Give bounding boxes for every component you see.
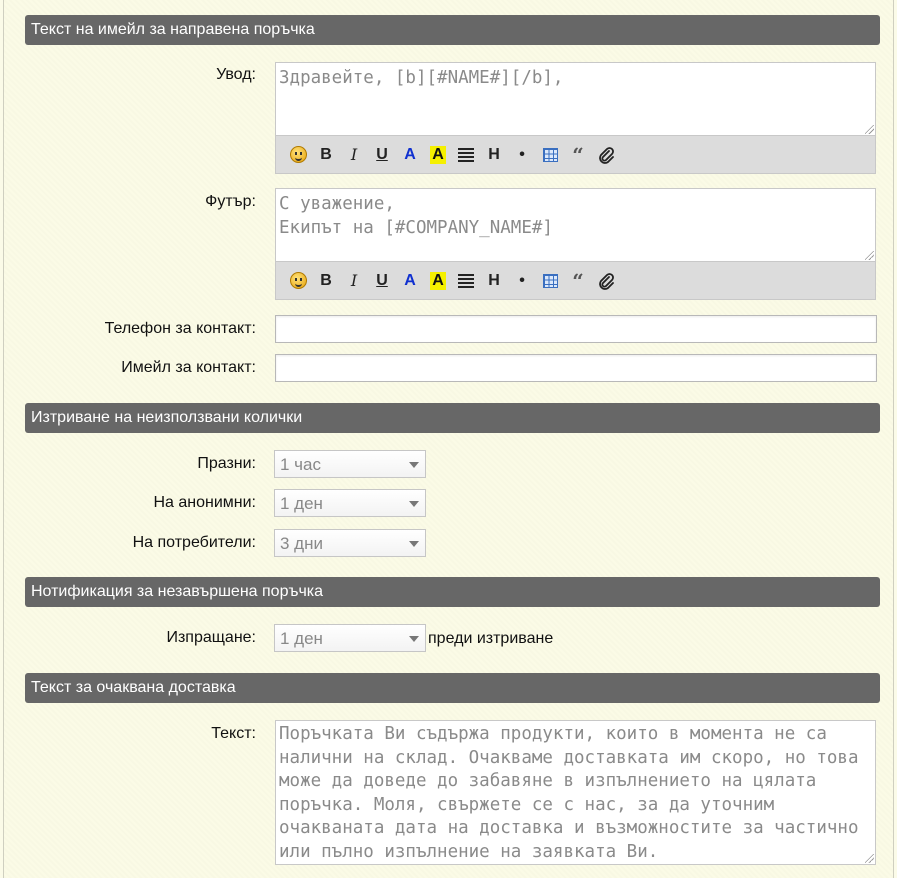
section-header-unfinished-notification: Нотификация за незавършена поръчка	[25, 577, 880, 607]
table-icon[interactable]	[536, 141, 564, 169]
intro-editor	[275, 62, 876, 174]
highlight-button[interactable]: A	[432, 145, 444, 163]
section-header-email-order: Текст на имейл за направена поръчка	[25, 15, 880, 45]
form-panel	[3, 0, 894, 878]
email-label: Имейл за контакт:	[121, 359, 256, 376]
user-carts-label: На потребители:	[132, 534, 256, 551]
send-select[interactable]: 1 ден	[274, 624, 426, 652]
send-suffix-text: преди изтриване	[428, 630, 554, 647]
highlight-button[interactable]: A	[432, 271, 444, 289]
smiley-icon[interactable]	[284, 141, 312, 169]
quote-icon[interactable]: “	[572, 142, 584, 167]
text-color-button[interactable]: A	[404, 271, 416, 289]
table-icon[interactable]	[536, 267, 564, 295]
bold-button[interactable]: B	[320, 271, 332, 289]
align-icon[interactable]	[452, 267, 480, 295]
smiley-icon[interactable]	[284, 267, 312, 295]
chevron-down-icon	[409, 462, 419, 468]
bullet-list-button[interactable]: •	[519, 145, 525, 163]
phone-input[interactable]	[275, 315, 877, 343]
anonymous-carts-label: На анонимни:	[153, 494, 256, 511]
resize-grip-icon[interactable]	[865, 251, 874, 260]
attachment-icon[interactable]	[592, 141, 620, 169]
user-carts-select[interactable]: 3 дни	[274, 529, 426, 557]
intro-label: Увод:	[216, 66, 256, 83]
underline-button[interactable]: U	[376, 271, 388, 289]
delivery-textarea[interactable]: Поръчката Ви съдържа продукти, които в момента не са налични на склад. Очакваме доставката им скоро, но това може да доведе до забавяне в изпълнението на цялата поръчка. Моля, свържете се с нас, за да уточним очакваната дата на доставка и възможностите за частично или пълно изпълнение на заявката Ви.	[275, 720, 876, 865]
phone-label: Телефон за контакт:	[104, 320, 256, 337]
attachment-icon[interactable]	[592, 267, 620, 295]
heading-button[interactable]: H	[488, 145, 500, 163]
anonymous-carts-select[interactable]: 1 ден	[274, 489, 426, 517]
footer-editor	[275, 188, 876, 300]
italic-button[interactable]: I	[350, 271, 358, 290]
heading-button[interactable]: H	[488, 271, 500, 289]
delivery-text-label: Текст:	[211, 725, 256, 742]
footer-toolbar	[276, 261, 875, 299]
intro-toolbar	[276, 135, 875, 173]
empty-carts-select[interactable]: 1 час	[274, 450, 426, 478]
resize-grip-icon[interactable]	[865, 854, 874, 863]
send-label: Изпращане:	[166, 629, 256, 646]
bold-button[interactable]: B	[320, 145, 332, 163]
section-header-unused-carts: Изтриване на неизползвани колички	[25, 403, 880, 433]
chevron-down-icon	[409, 636, 419, 642]
bullet-list-button[interactable]: •	[519, 271, 525, 289]
chevron-down-icon	[409, 501, 419, 507]
empty-carts-label: Празни:	[197, 455, 256, 472]
text-color-button[interactable]: A	[404, 145, 416, 163]
section-header-expected-delivery: Текст за очаквана доставка	[25, 673, 880, 703]
resize-grip-icon[interactable]	[865, 125, 874, 134]
footer-textarea[interactable]: С уважение, Екипът на [#COMPANY_NAME#]	[276, 189, 875, 261]
email-input[interactable]	[275, 354, 877, 382]
underline-button[interactable]: U	[376, 145, 388, 163]
intro-textarea[interactable]: Здравейте, [b][#NAME#][/b],	[276, 63, 875, 135]
footer-label: Футър:	[205, 193, 256, 210]
italic-button[interactable]: I	[350, 145, 358, 164]
chevron-down-icon	[409, 541, 419, 547]
align-icon[interactable]	[452, 141, 480, 169]
quote-icon[interactable]: “	[572, 268, 584, 293]
